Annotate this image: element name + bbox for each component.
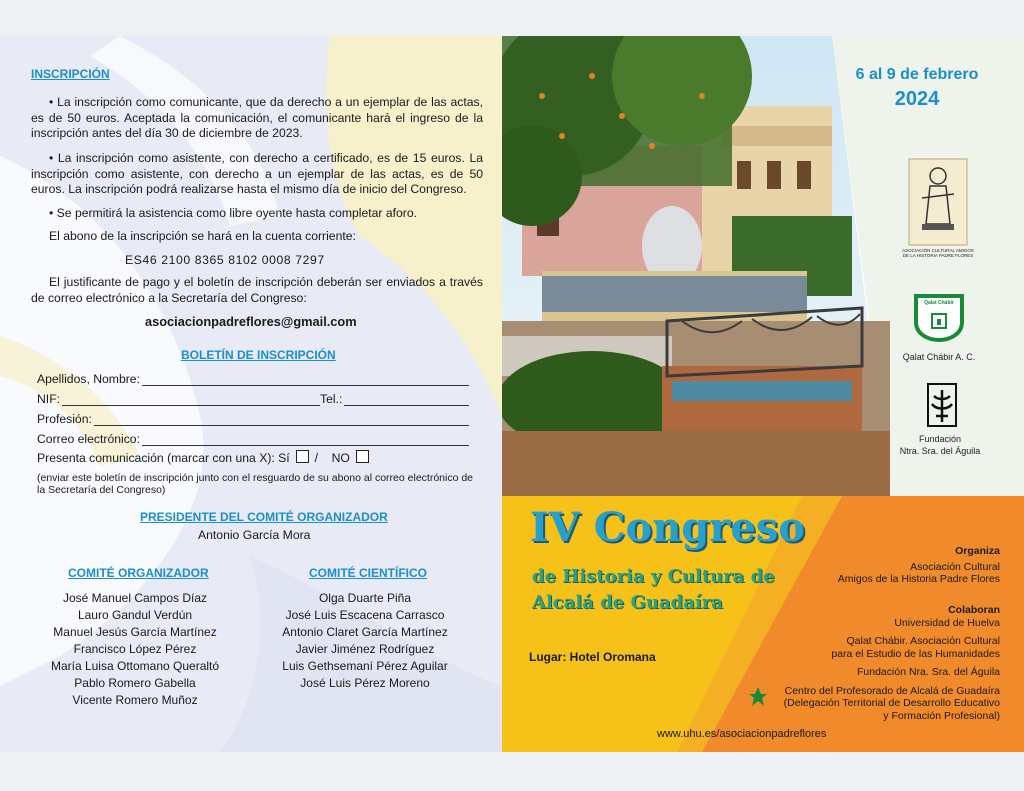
iban: ES46 2100 8365 8102 0008 7297 — [125, 253, 325, 267]
registration-panel — [0, 36, 502, 752]
boletin-heading: BOLETÍN DE INSCRIPCIÓN — [181, 348, 336, 362]
year-text: 2024 — [894, 88, 940, 110]
list-item: Javier Jiménez Rodríguez — [295, 642, 435, 656]
comite-cientifico-heading: COMITÉ CIENTÍFICO — [309, 566, 427, 580]
list-item: Luis Gethsemaní Pérez Aguilar — [282, 659, 448, 673]
subtitle-line-1: de Historia y Cultura de — [532, 566, 775, 587]
nif-line[interactable] — [62, 394, 320, 406]
fundacion-aguila-logo — [926, 382, 958, 428]
website-link[interactable]: www.uhu.es/asociacionpadreflores — [657, 728, 827, 740]
comite-organizador-heading: COMITÉ ORGANIZADOR — [68, 566, 209, 580]
colab-fundacion: Fundación Nra. Sra. del Águila — [857, 666, 1000, 678]
colab-cep-1: Centro del Profesorado de Alcalá de Guadaíra — [784, 684, 1000, 697]
comite-cientifico-list — [270, 590, 460, 692]
list-item: Antonio Claret García Martínez — [282, 625, 448, 639]
colaboran-block — [784, 604, 1000, 722]
colab-cep-2: (Delegación Territorial de Desarrollo Educativo — [783, 697, 1000, 709]
cover-panel — [502, 36, 1024, 752]
justificante-text: El justificante de pago y el boletín de inscripción deberán ser enviados a través de correo electrónico a la Secretaría del Congreso: — [31, 275, 483, 305]
inscripcion-heading: INSCRIPCIÓN — [31, 67, 110, 81]
correo-line[interactable] — [142, 434, 469, 446]
inscripcion-comunicante-text: • La inscripción como comunicante, que da derecho a un ejemplar de las actas, es de 50 euros. Aceptada la comunicación, el comunicante hará el ingreso de la inscripción antes del día 30 de diciembre de 2023. — [31, 95, 483, 140]
fundacion-caption-1: Fundación — [918, 434, 962, 444]
list-item: José Manuel Campos Díaz — [62, 591, 208, 605]
list-item: Olga Duarte Piña — [318, 591, 412, 605]
venue: Lugar: Hotel Oromana — [529, 650, 656, 664]
presidente-heading: PRESIDENTE DEL COMITÉ ORGANIZADOR — [140, 510, 388, 524]
padre-flores-caption: ASOCIACIÓN CULTURAL AMIGOS DE LA HISTORIA PADRE FLORES — [902, 248, 974, 258]
correo-label: Correo electrónico: — [37, 432, 140, 446]
abono-text: El abono de la inscripción se hará en la cuenta corriente: — [49, 229, 356, 243]
organiza-1: Asociación Cultural — [910, 560, 1000, 573]
qalat-chabir-caption: Qalat Chábir A. C. — [902, 352, 976, 362]
no-checkbox[interactable] — [356, 450, 369, 463]
list-item: Vicente Romero Muñoz — [72, 693, 198, 707]
no-label: NO — [331, 451, 350, 465]
event-dates — [822, 66, 1012, 111]
si-checkbox[interactable] — [296, 450, 309, 463]
inscripcion-asistente-text: • La inscripción como asistente, con derecho a certificado, es de 15 euros. La inscripción como asistente, con derecho a un ejemplar de las actas, es de 50 euros. La inscripción podrá realizarse hasta el mismo día de inicio del Congreso. — [31, 151, 483, 196]
dates-text: 6 al 9 de febrero — [855, 66, 979, 83]
presenta-label: Presenta comunicación (marcar con una X): Sí — [37, 451, 290, 465]
colab-uhu: Universidad de Huelva — [894, 616, 1000, 629]
colab-qalat-2: para el Estudio de las Humanidades — [831, 647, 1000, 660]
brochure — [0, 36, 1024, 752]
tel-line[interactable] — [344, 394, 469, 406]
list-item: José Luis Escacena Carrasco — [285, 608, 445, 622]
profesion-field[interactable] — [37, 412, 469, 426]
apellidos-field[interactable] — [37, 372, 469, 386]
colaboran-label: Colaboran — [948, 604, 1000, 616]
list-item: Pablo Romero Gabella — [74, 676, 196, 690]
list-item: Manuel Jesús García Martínez — [53, 625, 217, 639]
organiza-2: Amigos de la Historia Padre Flores — [837, 573, 1000, 585]
qalat-chabir-logo — [912, 288, 966, 342]
email-address[interactable]: asociacionpadreflores@gmail.com — [145, 314, 357, 329]
boletin-note: (enviar este boletín de inscripción junto con el resguardo de su abono al correo electrónico de la Secretaría del Congreso) — [37, 472, 474, 496]
nif-label: NIF: — [37, 392, 61, 406]
fundacion-caption-2: Ntra. Sra. del Águila — [899, 446, 981, 456]
organiza-block — [838, 545, 1000, 586]
presidente-name: Antonio García Mora — [198, 528, 311, 542]
profesion-label: Profesión: — [37, 412, 92, 426]
list-item: María Luisa Ottomano Queraltó — [50, 659, 220, 673]
apellidos-line[interactable] — [142, 374, 469, 386]
qalat-chabir-logo-text: Qalat Chábir — [924, 300, 954, 306]
colab-qalat-1: Qalat Chábir. Asociación Cultural — [846, 635, 1000, 647]
comite-organizador-list — [40, 590, 230, 709]
presenta-comunicacion-row — [37, 450, 375, 465]
list-item: José Luis Pérez Moreno — [300, 676, 430, 690]
congress-title: IV Congreso — [530, 504, 805, 551]
inscripcion-oyente-text: • Se permitirá la asistencia como libre oyente hasta completar aforo. — [49, 206, 418, 220]
junta-andalucia-icon — [748, 686, 768, 708]
list-item: Francisco López Pérez — [73, 642, 197, 656]
padre-flores-logo — [908, 158, 968, 246]
subtitle-line-2: Alcalá de Guadaíra — [532, 592, 723, 613]
congress-subtitle — [532, 564, 775, 616]
list-item: Lauro Gandul Verdún — [77, 608, 193, 622]
correo-field[interactable] — [37, 432, 469, 446]
tel-label: Tel.: — [320, 392, 343, 406]
cover-title-block — [502, 496, 1024, 752]
colab-cep-3: y Formación Profesional) — [883, 709, 1000, 722]
apellidos-label: Apellidos, Nombre: — [37, 372, 140, 386]
profesion-line[interactable] — [94, 414, 469, 426]
nif-tel-row — [37, 392, 469, 406]
organiza-label: Organiza — [955, 545, 1000, 557]
slash-separator: / — [314, 451, 319, 465]
